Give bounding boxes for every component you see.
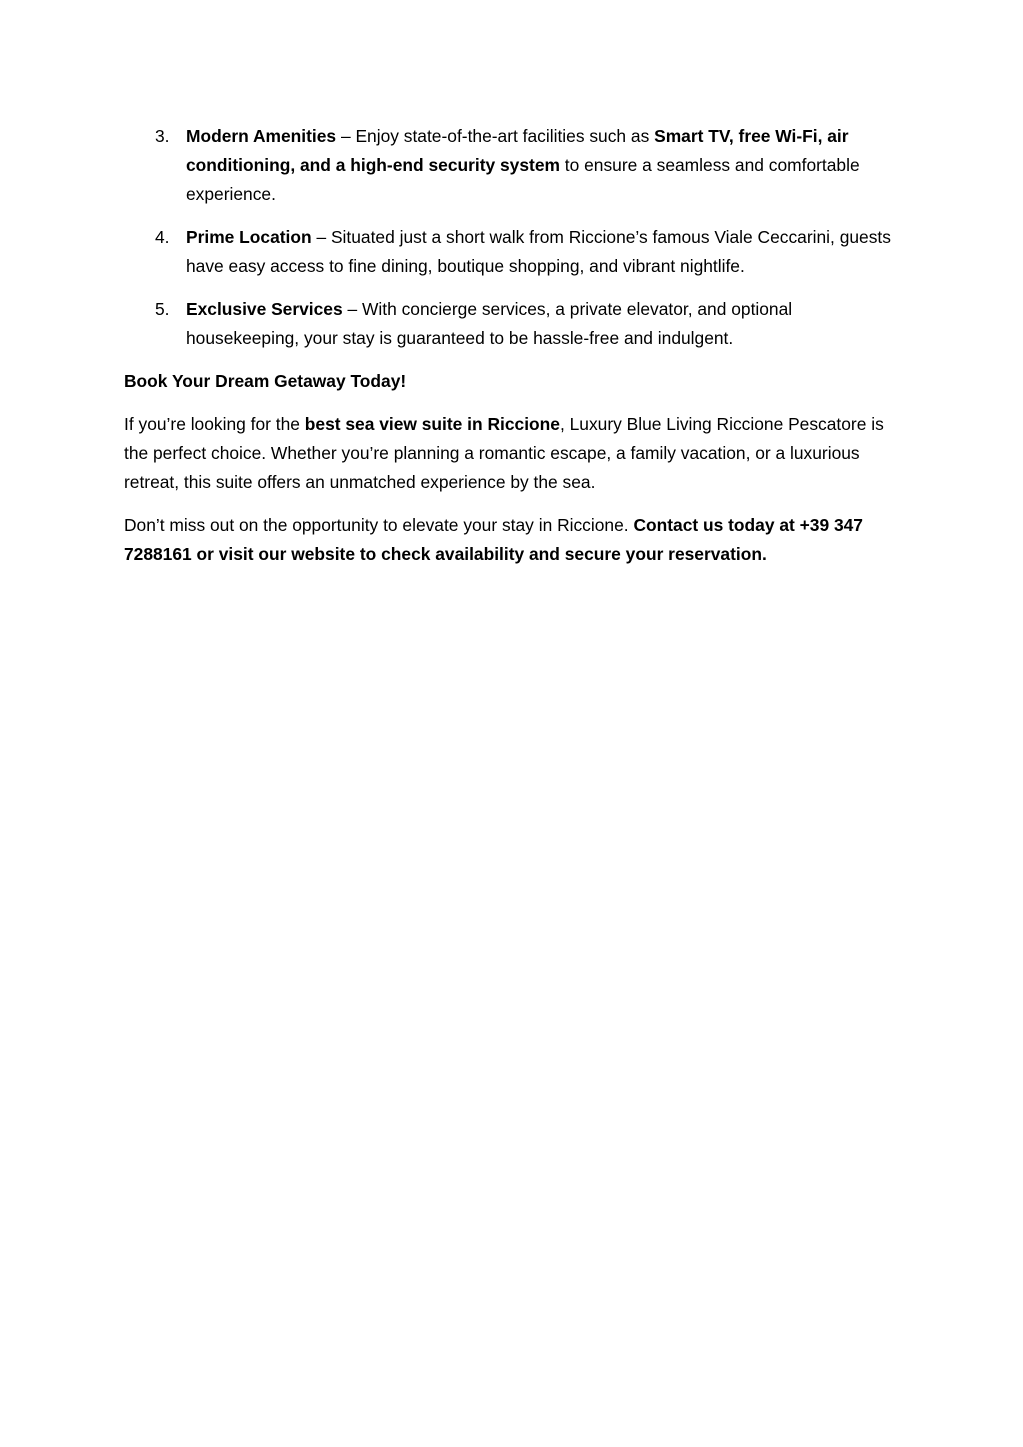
list-item xyxy=(124,295,904,353)
list-item-bold-text: Smart TV, free Wi-Fi, air conditioning, and a high-end security system xyxy=(186,126,849,175)
list-item-title: Prime Location xyxy=(186,227,312,247)
paragraph-bold-text: best sea view suite in Riccione xyxy=(304,414,560,434)
paragraph-text: Don’t miss out on the opportunity to elevate your stay in Riccione. xyxy=(124,515,634,535)
list-item xyxy=(124,223,904,281)
paragraph-intro xyxy=(124,410,904,497)
numbered-list xyxy=(124,122,904,353)
list-item-text: to ensure a seamless and comfortable experience. xyxy=(186,155,860,204)
paragraph-text: If you’re looking for the xyxy=(124,414,305,434)
list-number: 5. xyxy=(155,299,170,319)
document-page xyxy=(124,122,904,583)
paragraph-contact xyxy=(124,511,904,569)
paragraph-bold-text: Contact us today at +39 347 7288161 or visit our website to check availability and secure your reservation. xyxy=(124,515,863,564)
list-item-text: – Situated just a short walk from Riccione’s famous Viale Ceccarini, guests have easy access to fine dining, boutique shopping, and vibrant nightlife. xyxy=(186,227,891,276)
paragraph-text: , Luxury Blue Living Riccione Pescatore is the perfect choice. Whether you’re planning a romantic escape, a family vacation, or a luxurious retreat, this suite offers an unmatched experience by the sea. xyxy=(124,414,884,492)
list-number: 4. xyxy=(155,227,170,247)
list-number: 3. xyxy=(155,126,170,146)
list-item-title: Modern Amenities xyxy=(186,126,337,146)
list-item-title: Exclusive Services xyxy=(186,299,343,319)
section-heading: Book Your Dream Getaway Today! xyxy=(124,371,407,391)
list-item-text: – Enjoy state-of-the-art facilities such as xyxy=(336,126,655,146)
list-item-text: – With concierge services, a private elevator, and optional housekeeping, your stay is guaranteed to be hassle-free and indulgent. xyxy=(186,299,793,348)
list-item xyxy=(124,122,904,209)
